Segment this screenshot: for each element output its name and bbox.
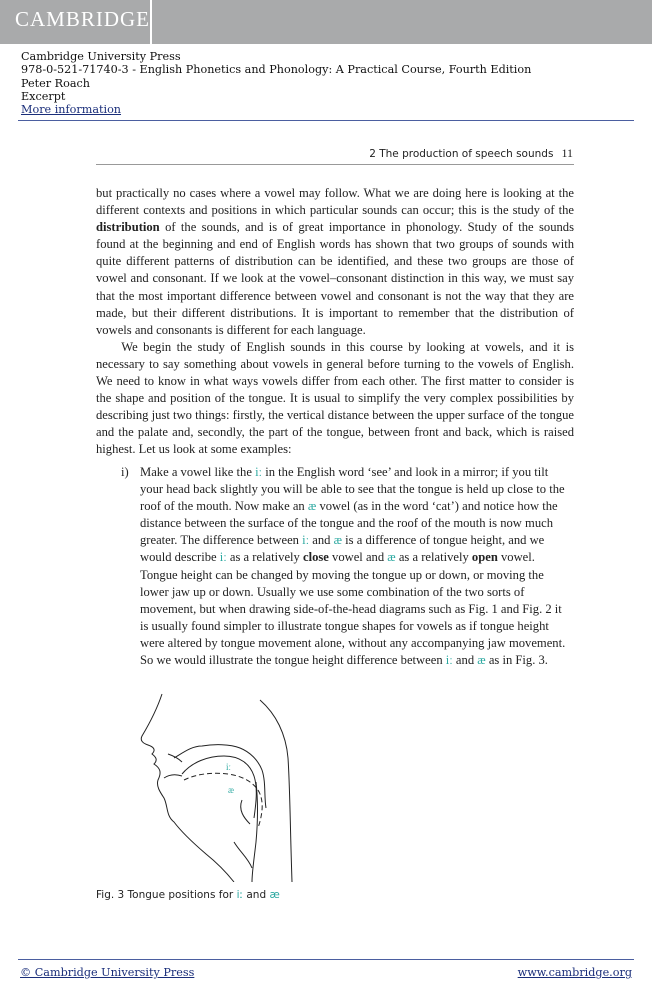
excerpt-label: Excerpt: [21, 89, 66, 103]
label-ae: æ: [228, 785, 235, 795]
pharynx-wall: [252, 782, 258, 882]
term-close: close: [302, 550, 329, 565]
header-divider: [18, 120, 634, 121]
isbn-title: 978-0-521-71740-3 - English Phonetics and Phonology: A Practical Course, Fourth Edition: [21, 63, 532, 77]
copyright-link[interactable]: © Cambridge University Press: [20, 966, 195, 979]
footer-divider: [18, 959, 634, 960]
tongue-ae-position: [184, 773, 262, 828]
symbol-ae: æ: [477, 653, 486, 668]
running-head: [96, 146, 573, 161]
website-link[interactable]: www.cambridge.org: [517, 966, 632, 979]
tongue-position-diagram: [130, 692, 340, 882]
logo-text: CAMBRIDGE: [15, 7, 151, 31]
symbol-ae: æ: [307, 499, 317, 514]
page-number: 11: [561, 146, 573, 160]
paragraph-1: but practically no cases where a vowel may follow. What we are doing here is looking at the different contexts and positions in which particular sounds can occur; this is the study of the distribution of the sounds, and is of great importance in phonology. Study of the sounds found at the beginning and end of English words has shown that two groups of sounds with quite different patterns of distribution can be identified, and these two groups are those of vowel and consonant. If we look at the vowel–consonant distinction in this way, we must say that the most important difference between vowel and consonant is not the way that they are made, but their different distributions. It is important to remember that the distribution of vowels and consonants is different for each language.: [96, 186, 574, 337]
publisher: Cambridge University Press: [21, 50, 181, 63]
tongue-i-position: [182, 756, 256, 818]
book-metadata: [21, 50, 531, 116]
symbol-i: iː: [302, 533, 310, 548]
running-head-title: 2 The production of speech sounds: [369, 148, 554, 160]
symbol-ae: æ: [387, 550, 396, 565]
symbol-i: iː: [255, 465, 263, 479]
figure-caption: Fig. 3 Tongue positions for iː and æ: [96, 889, 280, 901]
term-distribution: distribution: [96, 220, 160, 235]
upper-lip: [168, 754, 182, 762]
label-i: iː: [226, 762, 232, 772]
epiglottis: [241, 800, 250, 824]
running-head-rule: [96, 164, 574, 165]
symbol-ae: æ: [269, 889, 280, 901]
body-text: [96, 185, 574, 459]
lower-lip: [164, 775, 182, 778]
example-i: [121, 464, 573, 669]
symbol-i: iː: [219, 550, 227, 565]
paragraph-2: We begin the study of English sounds in this course by looking at vowels, and it is necessary to say something about vowels in general before turning to the vowels of English. We need to know in what ways vowels differ from each other. The first matter to consider is the shape and position of the tongue. It is usual to simplify the very complex possibilities by describing just two things: firstly, the vertical distance between the upper surface of the tongue and the palate and, secondly, the part of the tongue, between front and back, which is raised highest. Let us look at some examples:: [96, 339, 574, 457]
palate-outline: [174, 745, 266, 808]
symbol-ae: æ: [333, 533, 343, 548]
symbol-i: iː: [236, 889, 244, 901]
term-open: open: [471, 550, 498, 565]
symbol-i: iː: [445, 653, 453, 668]
example-label: i): [121, 465, 129, 479]
more-information-link[interactable]: More information: [21, 103, 122, 117]
example-text: Make a vowel like the iː in the English word ‘see’ and look in a mirror; if you tilt your head back slightly you will be able to see that the tongue is held up close to the roof of the mouth. Now make an æ vowel (as in the word ‘cat’) and notice how the distance between the surface of the tongue and the roof of the mouth is now much greater. The difference between iː and æ is a difference of tongue height, and we would describe iː as a relatively close vowel and æ as a relatively open vowel. Tongue height can be changed by moving the tongue up or down, or moving the lower jaw up or down. Usually we use some combination of the two sorts of movement, but when drawing side-of-the-head diagrams such as Fig. 1 and Fig. 2 it is usually found simpler to illustrate tongue shapes for vowels as if tongue height were altered by tongue movement alone, without any accompanying jaw movement. So we would illustrate the tongue height difference between iː and æ as in Fig. 3.: [140, 465, 566, 668]
cambridge-logo[interactable]: [0, 0, 152, 44]
larynx: [234, 842, 252, 868]
face-profile: [141, 694, 234, 882]
author: Peter Roach: [21, 76, 90, 90]
